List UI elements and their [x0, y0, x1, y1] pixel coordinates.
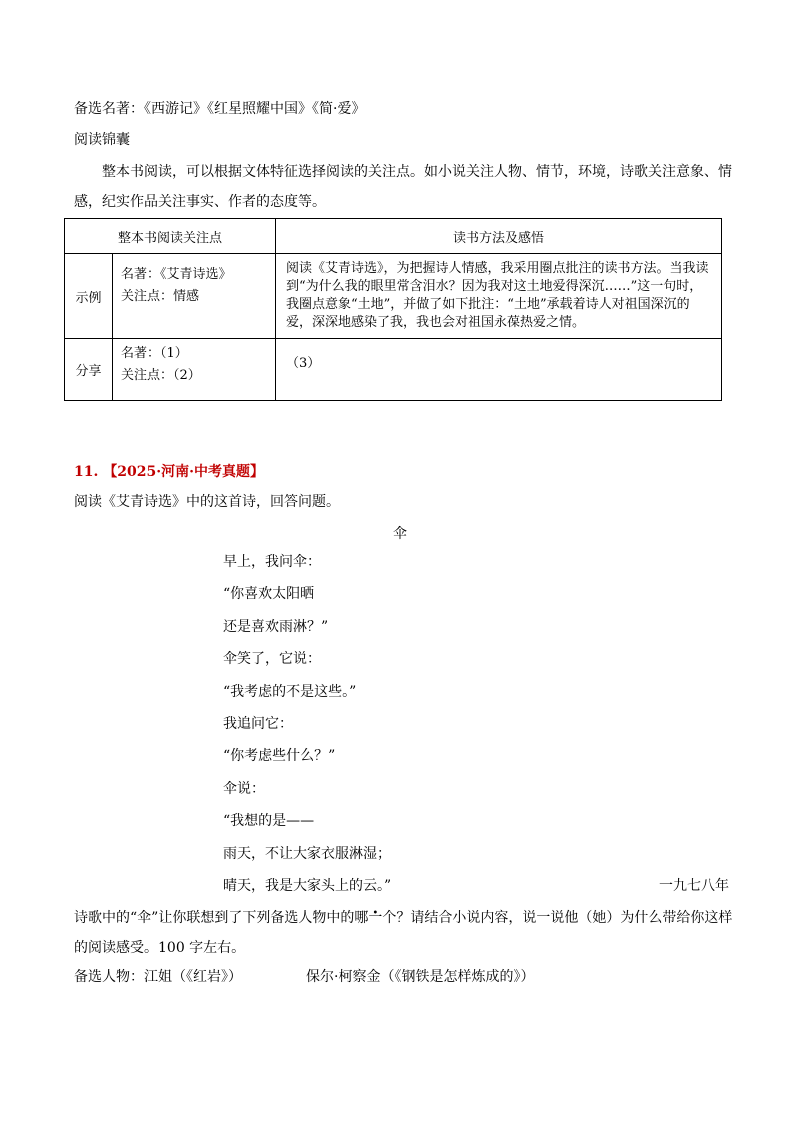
tip-paragraph: 整本书阅读，可以根据文体特征选择阅读的关注点。如小说关注人物、情节，环境，诗歌关注意象、情感，纪实作品关注事实、作者的态度等。 [74, 164, 732, 210]
poem-line: “你喜欢太阳晒 [223, 586, 315, 603]
question-prompt [74, 903, 734, 963]
poem-line: 晴天，我是大家头上的云。” [223, 877, 392, 894]
poem-body [223, 552, 391, 908]
poem-title: 伞 [393, 526, 407, 542]
example-focus-cell [113, 254, 276, 339]
candidate-option-1: 备选人物：江姐（《红岩》） [74, 969, 242, 985]
table-row [65, 254, 722, 339]
poem-line: 早上，我问伞： [223, 554, 321, 570]
poem-line: 雨天，不让大家衣服淋湿； [223, 845, 391, 862]
table-header-focus: 整本书阅读关注点 [65, 219, 276, 254]
poem-line: “我考虑的不是这些。” [223, 683, 357, 700]
question-heading [74, 462, 264, 482]
book-options-line: 备选名著：《西游记》《红星照耀中国》《简·爱》 [74, 101, 366, 117]
share-focus: 关注点：（2） [121, 368, 201, 383]
prompt-emphasis: 哪一个 [354, 910, 397, 926]
poem-line: “我想的是—— [223, 813, 315, 830]
example-label: 示例 [65, 254, 113, 339]
poem-line: 还是喜欢雨淋？” [223, 618, 329, 635]
question-intro: 阅读《艾青诗选》中的这首诗，回答问题。 [74, 494, 340, 510]
poem-date: 一九七八年 [659, 878, 729, 894]
share-book: 名著：（1） [121, 346, 188, 361]
example-book: 名著：《艾青诗选》 [121, 267, 232, 282]
table-header-row [65, 219, 722, 254]
prompt-text-before: 诗歌中的“伞”让你联想到了下列备选人物中的 [74, 910, 355, 926]
table-row [65, 339, 722, 401]
prompt-text-after: ？请结合小说内容，说一说他（她）为什么带给你这样的阅读感受。100 字左右。 [74, 910, 733, 956]
share-focus-cell [113, 339, 276, 401]
poem-line: 我追问它： [223, 715, 293, 732]
table-header-method: 读书方法及感悟 [276, 219, 722, 254]
section-title: 阅读锦囊 [74, 132, 130, 148]
share-label: 分享 [65, 339, 113, 401]
poem-line: “你考虑些什么？” [223, 748, 336, 765]
example-focus: 关注点：情感 [121, 289, 200, 304]
poem-line: 伞笑了，它说： [223, 651, 321, 668]
example-method: 阅读《艾青诗选》，为把握诗人情感，我采用圈点批注的读书方法。当我读到“为什么我的眼里常含泪水？因为我对这土地爱得深沉……”这一句时，我圈点意象“土地”，并做了如下批注：“土地”承载着诗人对祖国深沉的爱，深深地感染了我，我也会对祖国永葆热爱之情。 [276, 254, 722, 339]
poem-line: 伞说： [223, 780, 265, 797]
question-tag: 【2025·河南·中考真题】 [103, 464, 264, 480]
share-method: （3） [276, 339, 722, 401]
reading-table [64, 218, 722, 401]
candidate-option-2: 保尔·柯察金（《钢铁是怎样炼成的》） [306, 969, 535, 985]
question-number: 11. [74, 464, 99, 480]
